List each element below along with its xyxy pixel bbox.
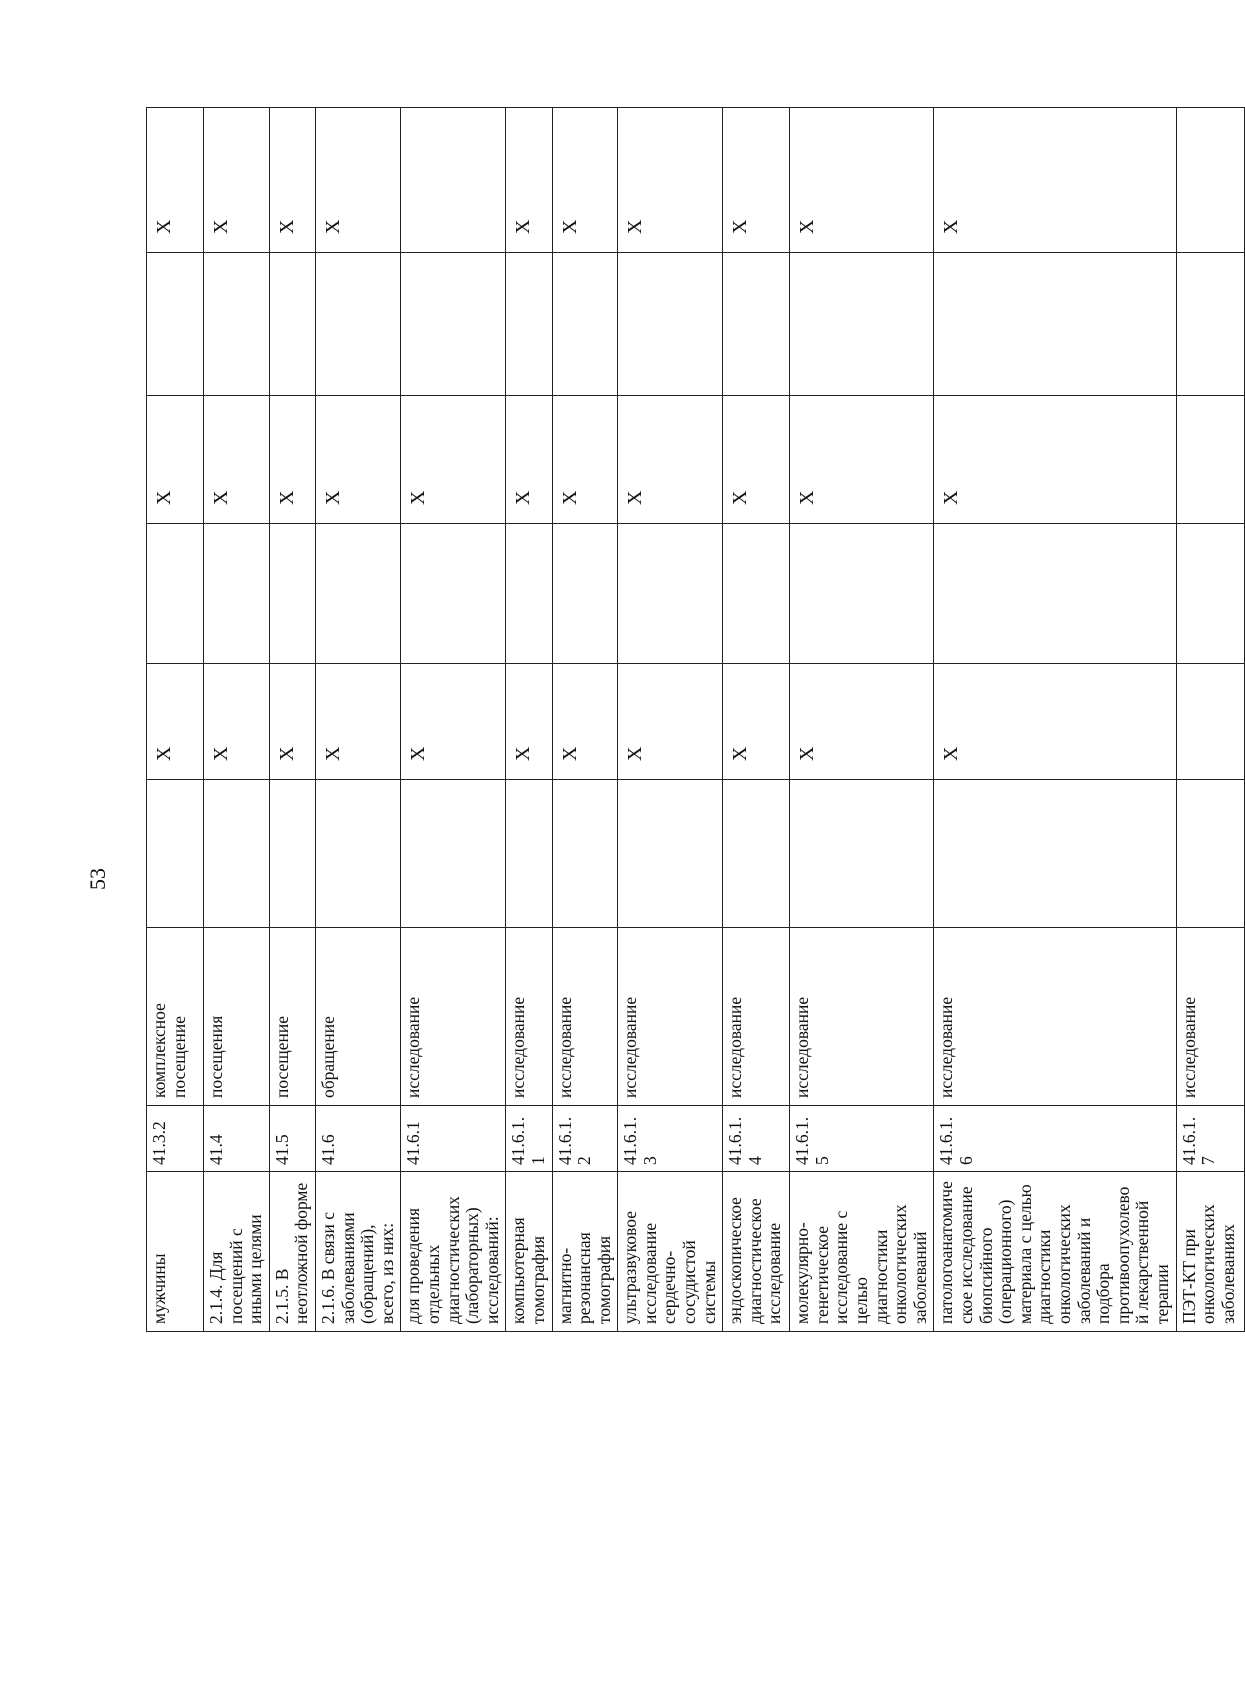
cell-col4 xyxy=(315,780,400,928)
cell-col7: Х xyxy=(790,396,934,524)
row-name: 2.1.6. В связи с заболеваниями (обращений), всего, из них: xyxy=(315,1172,400,1332)
row-unit: комплексное посещение xyxy=(147,928,204,1106)
cell-col5: Х xyxy=(552,664,618,780)
row-name: патологоанатомическое исследование биопсийного (операционного) материала с целью диагностики онкологических заболеваний и подбора противоопухолевой лекарственной терапии xyxy=(934,1172,1176,1332)
cell-col9: Х xyxy=(147,108,204,253)
cell-col5: Х xyxy=(204,664,270,780)
table-row xyxy=(1176,108,1244,1332)
row-unit: исследование xyxy=(934,928,1176,1106)
table-row xyxy=(147,108,204,1332)
cell-col8 xyxy=(1176,253,1244,396)
cell-col4 xyxy=(618,780,723,928)
row-code: 41.6.1.2 xyxy=(552,1106,618,1172)
cell-col6 xyxy=(269,524,315,664)
cell-col4 xyxy=(723,780,790,928)
cell-col8 xyxy=(790,253,934,396)
row-code: 41.6.1.3 xyxy=(618,1106,723,1172)
cell-col5: Х xyxy=(506,664,552,780)
cell-col6 xyxy=(618,524,723,664)
cell-col4 xyxy=(552,780,618,928)
cell-col4 xyxy=(506,780,552,928)
row-unit: исследование xyxy=(401,928,506,1106)
cell-col7: Х xyxy=(934,396,1176,524)
row-code: 41.6.1.6 xyxy=(934,1106,1176,1172)
rotated-table-container xyxy=(146,168,1238,1332)
table-row xyxy=(790,108,934,1332)
cell-col8 xyxy=(204,253,270,396)
cell-col9: Х xyxy=(315,108,400,253)
cell-col6 xyxy=(204,524,270,664)
cell-col6 xyxy=(401,524,506,664)
row-name: для проведения отдельных диагностических (лабораторных) исследований: xyxy=(401,1172,506,1332)
cell-col4 xyxy=(401,780,506,928)
cell-col7 xyxy=(1176,396,1244,524)
cell-col7: Х xyxy=(618,396,723,524)
cell-col8 xyxy=(315,253,400,396)
row-code: 41.6.1.4 xyxy=(723,1106,790,1172)
cell-col6 xyxy=(790,524,934,664)
cell-col8 xyxy=(723,253,790,396)
cell-col8 xyxy=(552,253,618,396)
table-row xyxy=(401,108,506,1332)
table-row xyxy=(934,108,1176,1332)
cell-col5: Х xyxy=(790,664,934,780)
cell-col9 xyxy=(1176,108,1244,253)
cell-col5: Х xyxy=(401,664,506,780)
row-unit: исследование xyxy=(790,928,934,1106)
table-row xyxy=(269,108,315,1332)
cell-col9: Х xyxy=(506,108,552,253)
cell-col8 xyxy=(147,253,204,396)
data-table xyxy=(146,107,1245,1332)
cell-col7: Х xyxy=(401,396,506,524)
row-unit: посещения xyxy=(204,928,270,1106)
cell-col4 xyxy=(269,780,315,928)
cell-col6 xyxy=(315,524,400,664)
cell-col6 xyxy=(723,524,790,664)
cell-col5: Х xyxy=(934,664,1176,780)
cell-col7: Х xyxy=(506,396,552,524)
cell-col7: Х xyxy=(204,396,270,524)
cell-col7: Х xyxy=(315,396,400,524)
table-row xyxy=(204,108,270,1332)
cell-col5: Х xyxy=(618,664,723,780)
cell-col6 xyxy=(934,524,1176,664)
cell-col6 xyxy=(506,524,552,664)
row-code: 41.4 xyxy=(204,1106,270,1172)
cell-col5: Х xyxy=(147,664,204,780)
cell-col5: Х xyxy=(269,664,315,780)
cell-col9: Х xyxy=(723,108,790,253)
row-name: молекулярно-генетическое исследование с целью диагностики онкологических заболеваний xyxy=(790,1172,934,1332)
row-name: компьютерная томография xyxy=(506,1172,552,1332)
table-row xyxy=(506,108,552,1332)
cell-col4 xyxy=(204,780,270,928)
cell-col5 xyxy=(1176,664,1244,780)
table-row xyxy=(552,108,618,1332)
row-unit: исследование xyxy=(723,928,790,1106)
cell-col9: Х xyxy=(790,108,934,253)
cell-col5: Х xyxy=(315,664,400,780)
cell-col7: Х xyxy=(147,396,204,524)
cell-col4 xyxy=(790,780,934,928)
cell-col8 xyxy=(506,253,552,396)
row-code: 41.6.1.7 xyxy=(1176,1106,1244,1172)
row-name: ПЭТ-КТ при онкологических заболеваниях xyxy=(1176,1172,1244,1332)
cell-col8 xyxy=(269,253,315,396)
table-row xyxy=(315,108,400,1332)
row-code: 41.6 xyxy=(315,1106,400,1172)
cell-col4 xyxy=(147,780,204,928)
cell-col9: Х xyxy=(552,108,618,253)
cell-col6 xyxy=(1176,524,1244,664)
cell-col9: Х xyxy=(204,108,270,253)
row-name: 2.1.5. В неотложной форме xyxy=(269,1172,315,1332)
cell-col9: Х xyxy=(618,108,723,253)
row-name: эндоскопическое диагностическое исследование xyxy=(723,1172,790,1332)
cell-col6 xyxy=(552,524,618,664)
cell-col6 xyxy=(147,524,204,664)
row-code: 41.6.1 xyxy=(401,1106,506,1172)
cell-col5: Х xyxy=(723,664,790,780)
cell-col4 xyxy=(934,780,1176,928)
cell-col9 xyxy=(401,108,506,253)
row-unit: исследование xyxy=(1176,928,1244,1106)
table-row xyxy=(618,108,723,1332)
row-code: 41.5 xyxy=(269,1106,315,1172)
row-unit: исследование xyxy=(618,928,723,1106)
cell-col7: Х xyxy=(552,396,618,524)
row-code: 41.3.2 xyxy=(147,1106,204,1172)
cell-col8 xyxy=(934,253,1176,396)
cell-col9: Х xyxy=(934,108,1176,253)
row-name: ультразвуковое исследование сердечно-сосудистой системы xyxy=(618,1172,723,1332)
table-row xyxy=(723,108,790,1332)
cell-col9: Х xyxy=(269,108,315,253)
row-name: 2.1.4. Для посещений с иными целями xyxy=(204,1172,270,1332)
row-unit: исследование xyxy=(506,928,552,1106)
row-code: 41.6.1.1 xyxy=(506,1106,552,1172)
cell-col8 xyxy=(401,253,506,396)
page-number: 53 xyxy=(85,868,110,890)
cell-col4 xyxy=(1176,780,1244,928)
cell-col7: Х xyxy=(723,396,790,524)
row-unit: посещение xyxy=(269,928,315,1106)
row-name: магнитно-резонансная томография xyxy=(552,1172,618,1332)
row-code: 41.6.1.5 xyxy=(790,1106,934,1172)
row-unit: обращение xyxy=(315,928,400,1106)
cell-col7: Х xyxy=(269,396,315,524)
row-unit: исследование xyxy=(552,928,618,1106)
row-name: мужчины xyxy=(147,1172,204,1332)
cell-col8 xyxy=(618,253,723,396)
